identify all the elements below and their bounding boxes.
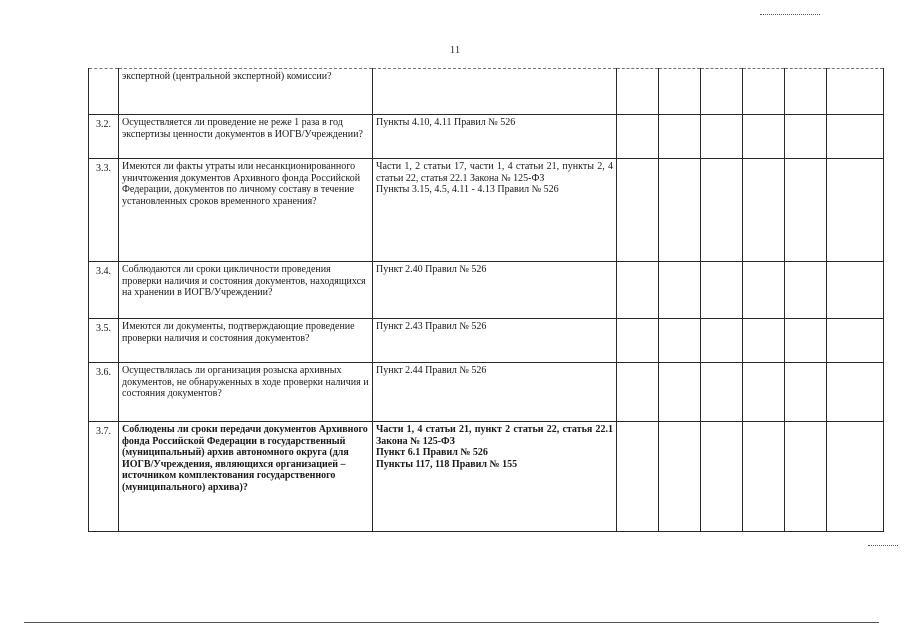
row-number: 3.5. [89,319,119,363]
answer-cell [743,159,785,262]
answer-cell [659,69,701,115]
question-cell [119,115,373,159]
checklist-row [89,319,884,363]
answer-cell [785,363,827,422]
answer-cell [701,422,743,532]
answer-cell [617,159,659,262]
answer-cell [617,422,659,532]
question-text: экспертной (центральной экспертной) комиссии? [122,71,332,82]
answer-cell [617,262,659,319]
question-text: Соблюдаются ли сроки цикличности проведения проверки наличия и состояния документов, находящихся на хранении в ИОГВ/Учреждении? [122,264,366,298]
answer-cell [701,115,743,159]
reference-text: Пункт 2.43 Правил № 526 [376,321,487,332]
answer-cell [785,69,827,115]
answer-cell [617,69,659,115]
checklist-row [89,69,884,115]
answer-cell [827,262,884,319]
row-number: 3.2. [89,115,119,159]
checklist-row [89,363,884,422]
checklist-row [89,115,884,159]
answer-cell [701,363,743,422]
row-number: 3.7. [89,422,119,532]
answer-cell [827,159,884,262]
reference-cell [373,262,617,319]
answer-cell [659,262,701,319]
question-cell [119,69,373,115]
checklist-row [89,159,884,262]
answer-cell [659,115,701,159]
reference-text: Части 1, 2 статьи 17, части 1, 4 статьи 21, пункты 2, 4 статьи 22, статья 22.1 Закона № 125-ФЗ [376,161,613,184]
answer-cell [701,319,743,363]
answer-cell [827,363,884,422]
answer-cell [659,363,701,422]
answer-cell [743,319,785,363]
reference-cell [373,159,617,262]
answer-cell [701,262,743,319]
row-number: 3.3. [89,159,119,262]
reference-text: Пункт 2.40 Правил № 526 [376,264,487,275]
answer-cell [617,319,659,363]
reference-text: Пункты 3.15, 4.5, 4.11 - 4.13 Правил № 526 [376,184,559,195]
checklist-row [89,422,884,532]
question-cell [119,159,373,262]
question-cell [119,319,373,363]
answer-cell [743,363,785,422]
checklist-body [89,69,884,532]
answer-cell [743,422,785,532]
checklist-table [88,68,884,532]
row-number: 3.4. [89,262,119,319]
question-text: Осуществляется ли проведение не реже 1 раза в год экспертизы ценности документов в ИОГВ/Учреждении? [122,117,363,140]
answer-cell [617,115,659,159]
question-cell [119,262,373,319]
answer-cell [743,115,785,159]
answer-cell [659,319,701,363]
reference-text: Пункт 6.1 Правил № 526 [376,447,488,458]
question-text: Осуществлялась ли организация розыска архивных документов, не обнаруженных в ходе проверки наличия и состояния документов? [122,365,369,399]
scan-artifact-top [760,14,820,16]
answer-cell [827,69,884,115]
reference-text: Пункты 4.10, 4.11 Правил № 526 [376,117,516,128]
reference-text: Пункт 2.44 Правил № 526 [376,365,487,376]
page-number: 11 [449,44,461,56]
answer-cell [743,262,785,319]
reference-text: Части 1, 4 статьи 21, пункт 2 статьи 22, статья 22.1 Закона № 125-ФЗ [376,424,613,447]
answer-cell [827,422,884,532]
checklist-row [89,262,884,319]
answer-cell [785,319,827,363]
row-number [89,69,119,115]
answer-cell [785,115,827,159]
reference-cell [373,363,617,422]
reference-cell [373,115,617,159]
answer-cell [785,422,827,532]
question-text: Имеются ли документы, подтверждающие проведение проверки наличия и состояния документов? [122,321,355,344]
answer-cell [785,262,827,319]
question-cell [119,363,373,422]
row-number: 3.6. [89,363,119,422]
answer-cell [701,159,743,262]
scan-artifact-bottom [24,622,879,623]
reference-text: Пункты 117, 118 Правил № 155 [376,458,518,470]
question-text: Соблюдены ли сроки передачи документов Архивного фонда Российской Федерации в государственный (муниципальный) архив автономного округа (для ИОГВ/Учреждения, являющихся организацией – источником комплектования государственного (муниципального) архива)? [122,424,368,493]
question-cell [119,422,373,532]
scan-artifact-right [868,545,898,547]
answer-cell [743,69,785,115]
question-text: Имеются ли факты утраты или несанкционированного уничтожения документов Архивного фонда Российской Федерации, документов по личному составу в течение установленных сроков временного хранения? [122,161,361,207]
answer-cell [827,319,884,363]
answer-cell [659,159,701,262]
answer-cell [785,159,827,262]
reference-cell [373,319,617,363]
reference-cell [373,422,617,532]
answer-cell [701,69,743,115]
answer-cell [659,422,701,532]
answer-cell [617,363,659,422]
answer-cell [827,115,884,159]
reference-cell [373,69,617,115]
